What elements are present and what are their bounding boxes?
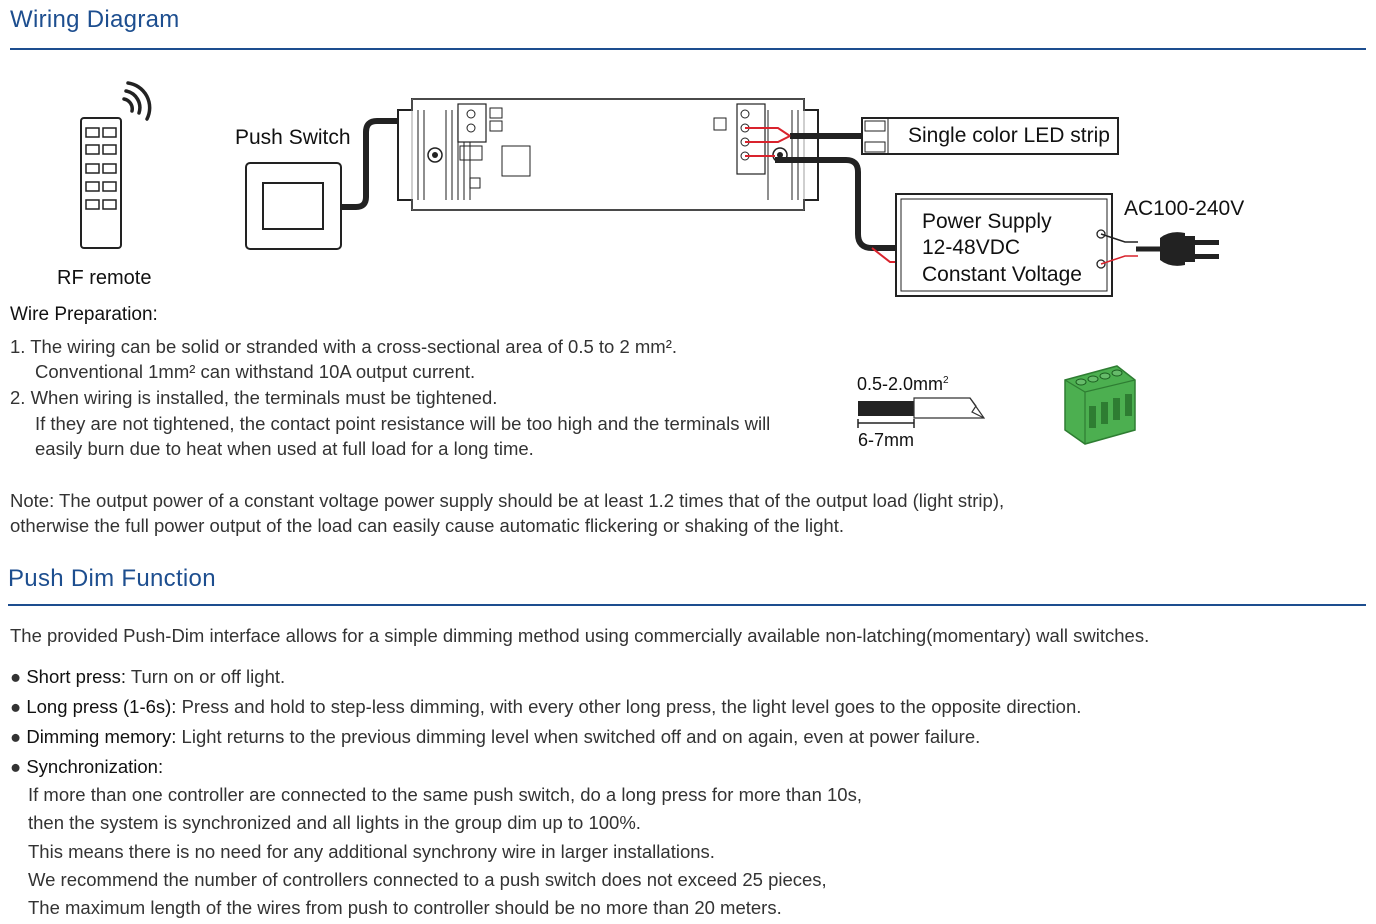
rf-remote-icon [81,83,150,248]
bullet-synchronization: ● Synchronization: [10,756,164,777]
sync-line-4: We recommend the number of controllers connected to a push switch does not exceed 25 pieces, [28,869,827,890]
power-supply-line-1: Power Supply [922,210,1052,233]
wiring-diagram [0,0,1376,300]
power-supply-line-3: Constant Voltage [922,263,1082,286]
note-line-2: otherwise the full power output of the load can easily cause automatic flickering or shaking of the light. [10,515,844,536]
section-divider [8,604,1366,606]
sync-line-3: This means there is no need for any additional synchrony wire in larger installations. [28,841,715,862]
bullet-long-press: ● Long press (1-6s): Press and hold to step-less dimming, with every other long press, the light level goes to the opposite direction. [10,696,1082,717]
wire-prep-title: Wire Preparation: [10,304,158,325]
power-supply-line-2: 12-48VDC [922,236,1021,259]
wire-prep-line-4: If they are not tightened, the contact point resistance will be too high and the terminals will [35,413,771,434]
sync-line-1: If more than one controller are connected to the same push switch, do a long press for more than 10s, [28,784,862,805]
note-line-1: Note: The output power of a constant voltage power supply should be at least 1.2 times that of the output load (light strip), [10,490,1005,511]
sync-line-2: then the system is synchronized and all lights in the group dim up to 100%. [28,812,641,833]
wire-size-label: $0.5-2.0mm^2$ [857,374,949,394]
strip-length-label: 6-7mm [858,430,915,450]
wire-prep-line-3: 2. When wiring is installed, the terminals must be tightened. [10,387,498,408]
section-title-push-dim: Push Dim Function [8,565,216,592]
sync-line-5: The maximum length of the wires from push to controller should be no more than 20 meters. [28,897,782,918]
ac-voltage-label: AC100-240V [1124,197,1245,220]
terminal-block-icon [1055,360,1145,450]
wire-prep-line-5: easily burn due to heat when used at full load for a long time. [35,438,534,459]
ac-plug-icon [1101,232,1219,266]
section-title-wiring: Wiring Diagram [10,6,180,33]
push-switch-label: Push Switch [235,126,351,149]
controller-unit-icon [398,99,818,210]
bullet-short-press: ● Short press: Turn on or off light. [10,666,286,687]
push-dim-intro: The provided Push-Dim interface allows for a simple dimming method using commercially available non-latching(momentary) wall switches. [10,625,1150,646]
bullet-dimming-memory: ● Dimming memory: Light returns to the previous dimming level when switched off and on again, even at power failure. [10,726,981,747]
wire-prep-line-1: 1. The wiring can be solid or stranded with a cross-sectional area of 0.5 to 2 mm². [10,336,678,357]
wire-prep-line-2: Conventional 1mm² can withstand 10A output current. [35,361,476,382]
led-strip-label: Single color LED strip [908,124,1110,147]
rf-remote-label: RF remote [57,267,152,289]
signal-waves-icon [124,83,150,119]
push-switch-icon [246,163,341,249]
